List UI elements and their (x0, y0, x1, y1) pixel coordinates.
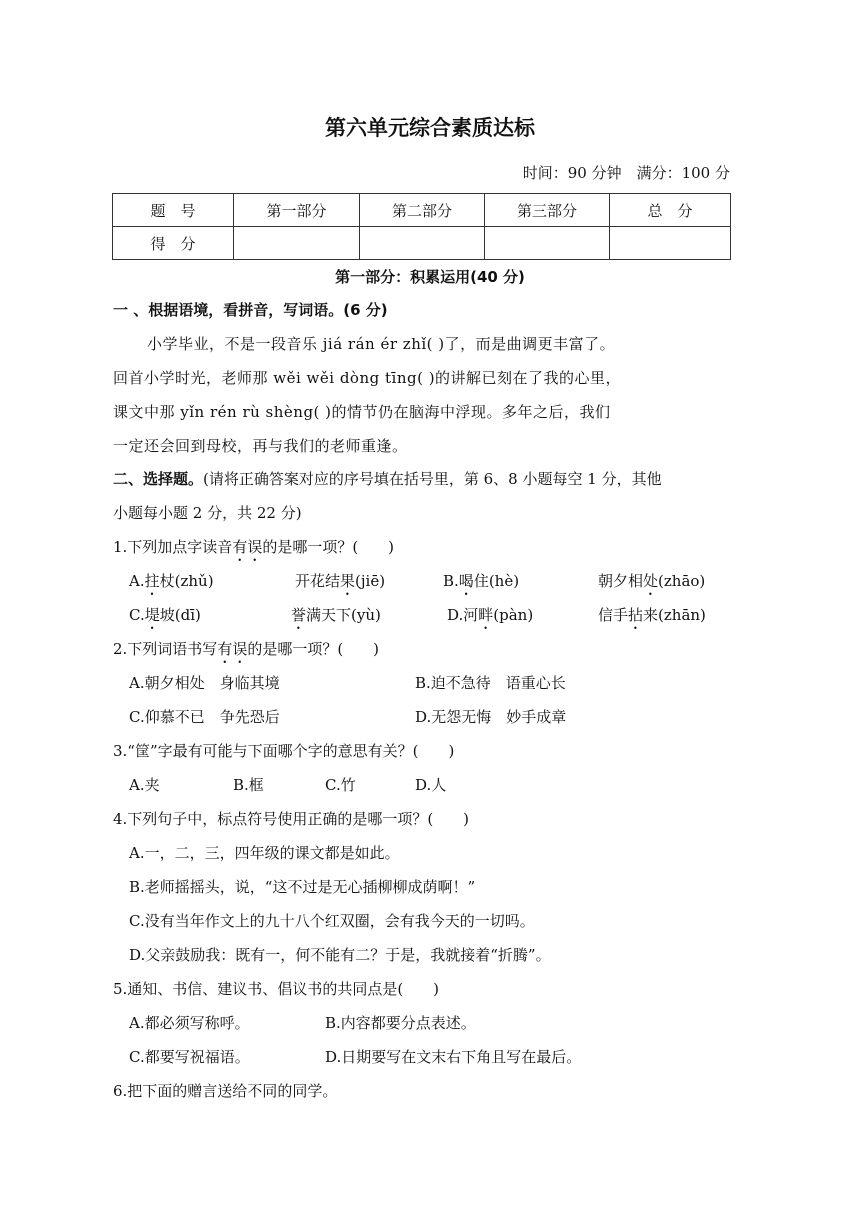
option-text: (zhāo) (658, 572, 706, 590)
section-note: (请将正确答案对应的序号填在括号里，第 6、8 小题每空 1 分，其他 (203, 470, 662, 488)
paragraph-line: 回首小学时光，老师那 wěi wěi dòng tīng( )的讲解已刻在了我的心里， (113, 369, 622, 387)
option-c[interactable]: C.仰慕不已 争先恐后 (129, 708, 280, 726)
stem-text: 的是哪一项？( ) (247, 640, 380, 658)
option-text: 信手 (598, 606, 629, 624)
table-row (113, 227, 731, 260)
emphasis-text: 誉 (291, 606, 307, 624)
option-text: 杖(zhǔ) (159, 572, 214, 590)
option-b[interactable]: B.老师摇摇头，说，“这不过是无心插柳柳成荫啊！” (129, 878, 476, 896)
option-b2[interactable] (598, 570, 705, 599)
emphasis-text: 有误 (232, 538, 263, 556)
table-cell: 得 分 (113, 227, 234, 260)
table-cell: 第三部分 (485, 194, 610, 227)
option-c[interactable]: C.没有当年作文上的九十八个红双圈，会有我今天的一切吗。 (129, 912, 535, 930)
section-heading: 二、选择题。 (113, 470, 204, 488)
option-text: 来(zhān) (643, 606, 706, 624)
option-text: 满天下(yù) (306, 606, 381, 624)
emphasis-text: 处 (643, 572, 659, 590)
option-text: C. (129, 606, 145, 624)
option-text: 坡(dī) (159, 606, 201, 624)
option-d[interactable]: D.人 (415, 776, 447, 794)
question-stem: 5.通知、书信、建议书、倡议书的共同点是( ) (113, 980, 440, 998)
paragraph-line: 课文中那 yǐn rén rù shèng( )的情节仍在脑海中浮现。多年之后，我们 (113, 403, 611, 421)
option-b[interactable]: B.内容都要分点表述。 (325, 1014, 476, 1032)
part-header: 第一部分：积累运用(40 分) (335, 268, 525, 286)
option-a2[interactable] (295, 570, 385, 599)
option-text: A. (129, 572, 145, 590)
emphasis-text: 果 (340, 572, 356, 590)
option-d[interactable]: D.无怨无悔 妙手成章 (415, 708, 567, 726)
section-note-line: 小题每小题 2 分，共 22 分) (113, 504, 302, 522)
score-input-cell[interactable] (485, 227, 610, 260)
question-stem (113, 638, 379, 667)
stem-text: 2.下列词语书写 (113, 640, 218, 658)
option-c[interactable]: C.都要写祝福语。 (129, 1048, 250, 1066)
option-text: 住(hè) (473, 572, 520, 590)
option-c2[interactable] (291, 604, 381, 633)
table-row (113, 194, 731, 227)
option-b[interactable]: B.迫不急待 语重心长 (415, 674, 566, 692)
paragraph-line: 小学毕业，不是一段音乐 jiá rán ér zhǐ( )了，而是曲调更丰富了。 (147, 335, 616, 353)
score-input-cell[interactable] (610, 227, 731, 260)
exam-meta: 时间：90 分钟 满分：100 分 (522, 164, 730, 182)
option-text: (jiē) (355, 572, 386, 590)
emphasis-text: 拄 (144, 572, 160, 590)
score-input-cell[interactable] (360, 227, 485, 260)
section-heading-line (113, 468, 662, 489)
emphasis-text: 有误 (217, 640, 248, 658)
option-a[interactable]: A.都必须写称呼。 (129, 1014, 250, 1032)
option-b[interactable]: B.框 (233, 776, 264, 794)
option-d2[interactable] (598, 604, 706, 633)
option-text: 朝夕相 (598, 572, 644, 590)
option-a[interactable] (129, 570, 214, 599)
page-title: 第六单元综合素质达标 (325, 116, 535, 140)
section-heading: 一 、根据语境，看拼音，写词语。(6 分) (113, 301, 388, 319)
emphasis-text: 畔 (478, 606, 494, 624)
table-cell: 第二部分 (360, 194, 485, 227)
emphasis-text: 拈 (628, 606, 644, 624)
option-text: (pàn) (493, 606, 534, 624)
option-a[interactable]: A.一，二，三，四年级的课文都是如此。 (129, 844, 400, 862)
option-text: B. (443, 572, 459, 590)
question-stem (113, 536, 394, 565)
option-text: D.河 (447, 606, 479, 624)
stem-text: 的是哪一项？( ) (262, 538, 395, 556)
table-cell: 第一部分 (234, 194, 360, 227)
question-stem: 4.下列句子中，标点符号使用正确的是哪一项？( ) (113, 810, 470, 828)
table-cell: 总 分 (610, 194, 731, 227)
emphasis-text: 喝 (458, 572, 474, 590)
option-d[interactable]: D.日期要写在文末右下角且写在最后。 (325, 1048, 582, 1066)
emphasis-text: 堤 (144, 606, 160, 624)
score-table (112, 193, 731, 260)
paragraph-line: 一定还会回到母校，再与我们的老师重逢。 (113, 437, 408, 455)
option-a[interactable]: A.朝夕相处 身临其境 (129, 674, 280, 692)
question-stem: 6.把下面的赠言送给不同的同学。 (113, 1082, 338, 1100)
stem-text: 1.下列加点字读音 (113, 538, 233, 556)
score-input-cell[interactable] (234, 227, 360, 260)
option-d[interactable]: D.父亲鼓励我：既有一，何不能有二？于是，我就接着“折腾”。 (129, 946, 551, 964)
option-c[interactable]: C.竹 (325, 776, 356, 794)
option-d[interactable] (447, 604, 533, 633)
option-text: 开花结 (295, 572, 341, 590)
option-a[interactable]: A.夹 (129, 776, 160, 794)
table-cell: 题 号 (113, 194, 234, 227)
option-b[interactable] (443, 570, 519, 599)
option-c[interactable] (129, 604, 201, 633)
question-stem: 3.“筐”字最有可能与下面哪个字的意思有关？( ) (113, 742, 455, 760)
